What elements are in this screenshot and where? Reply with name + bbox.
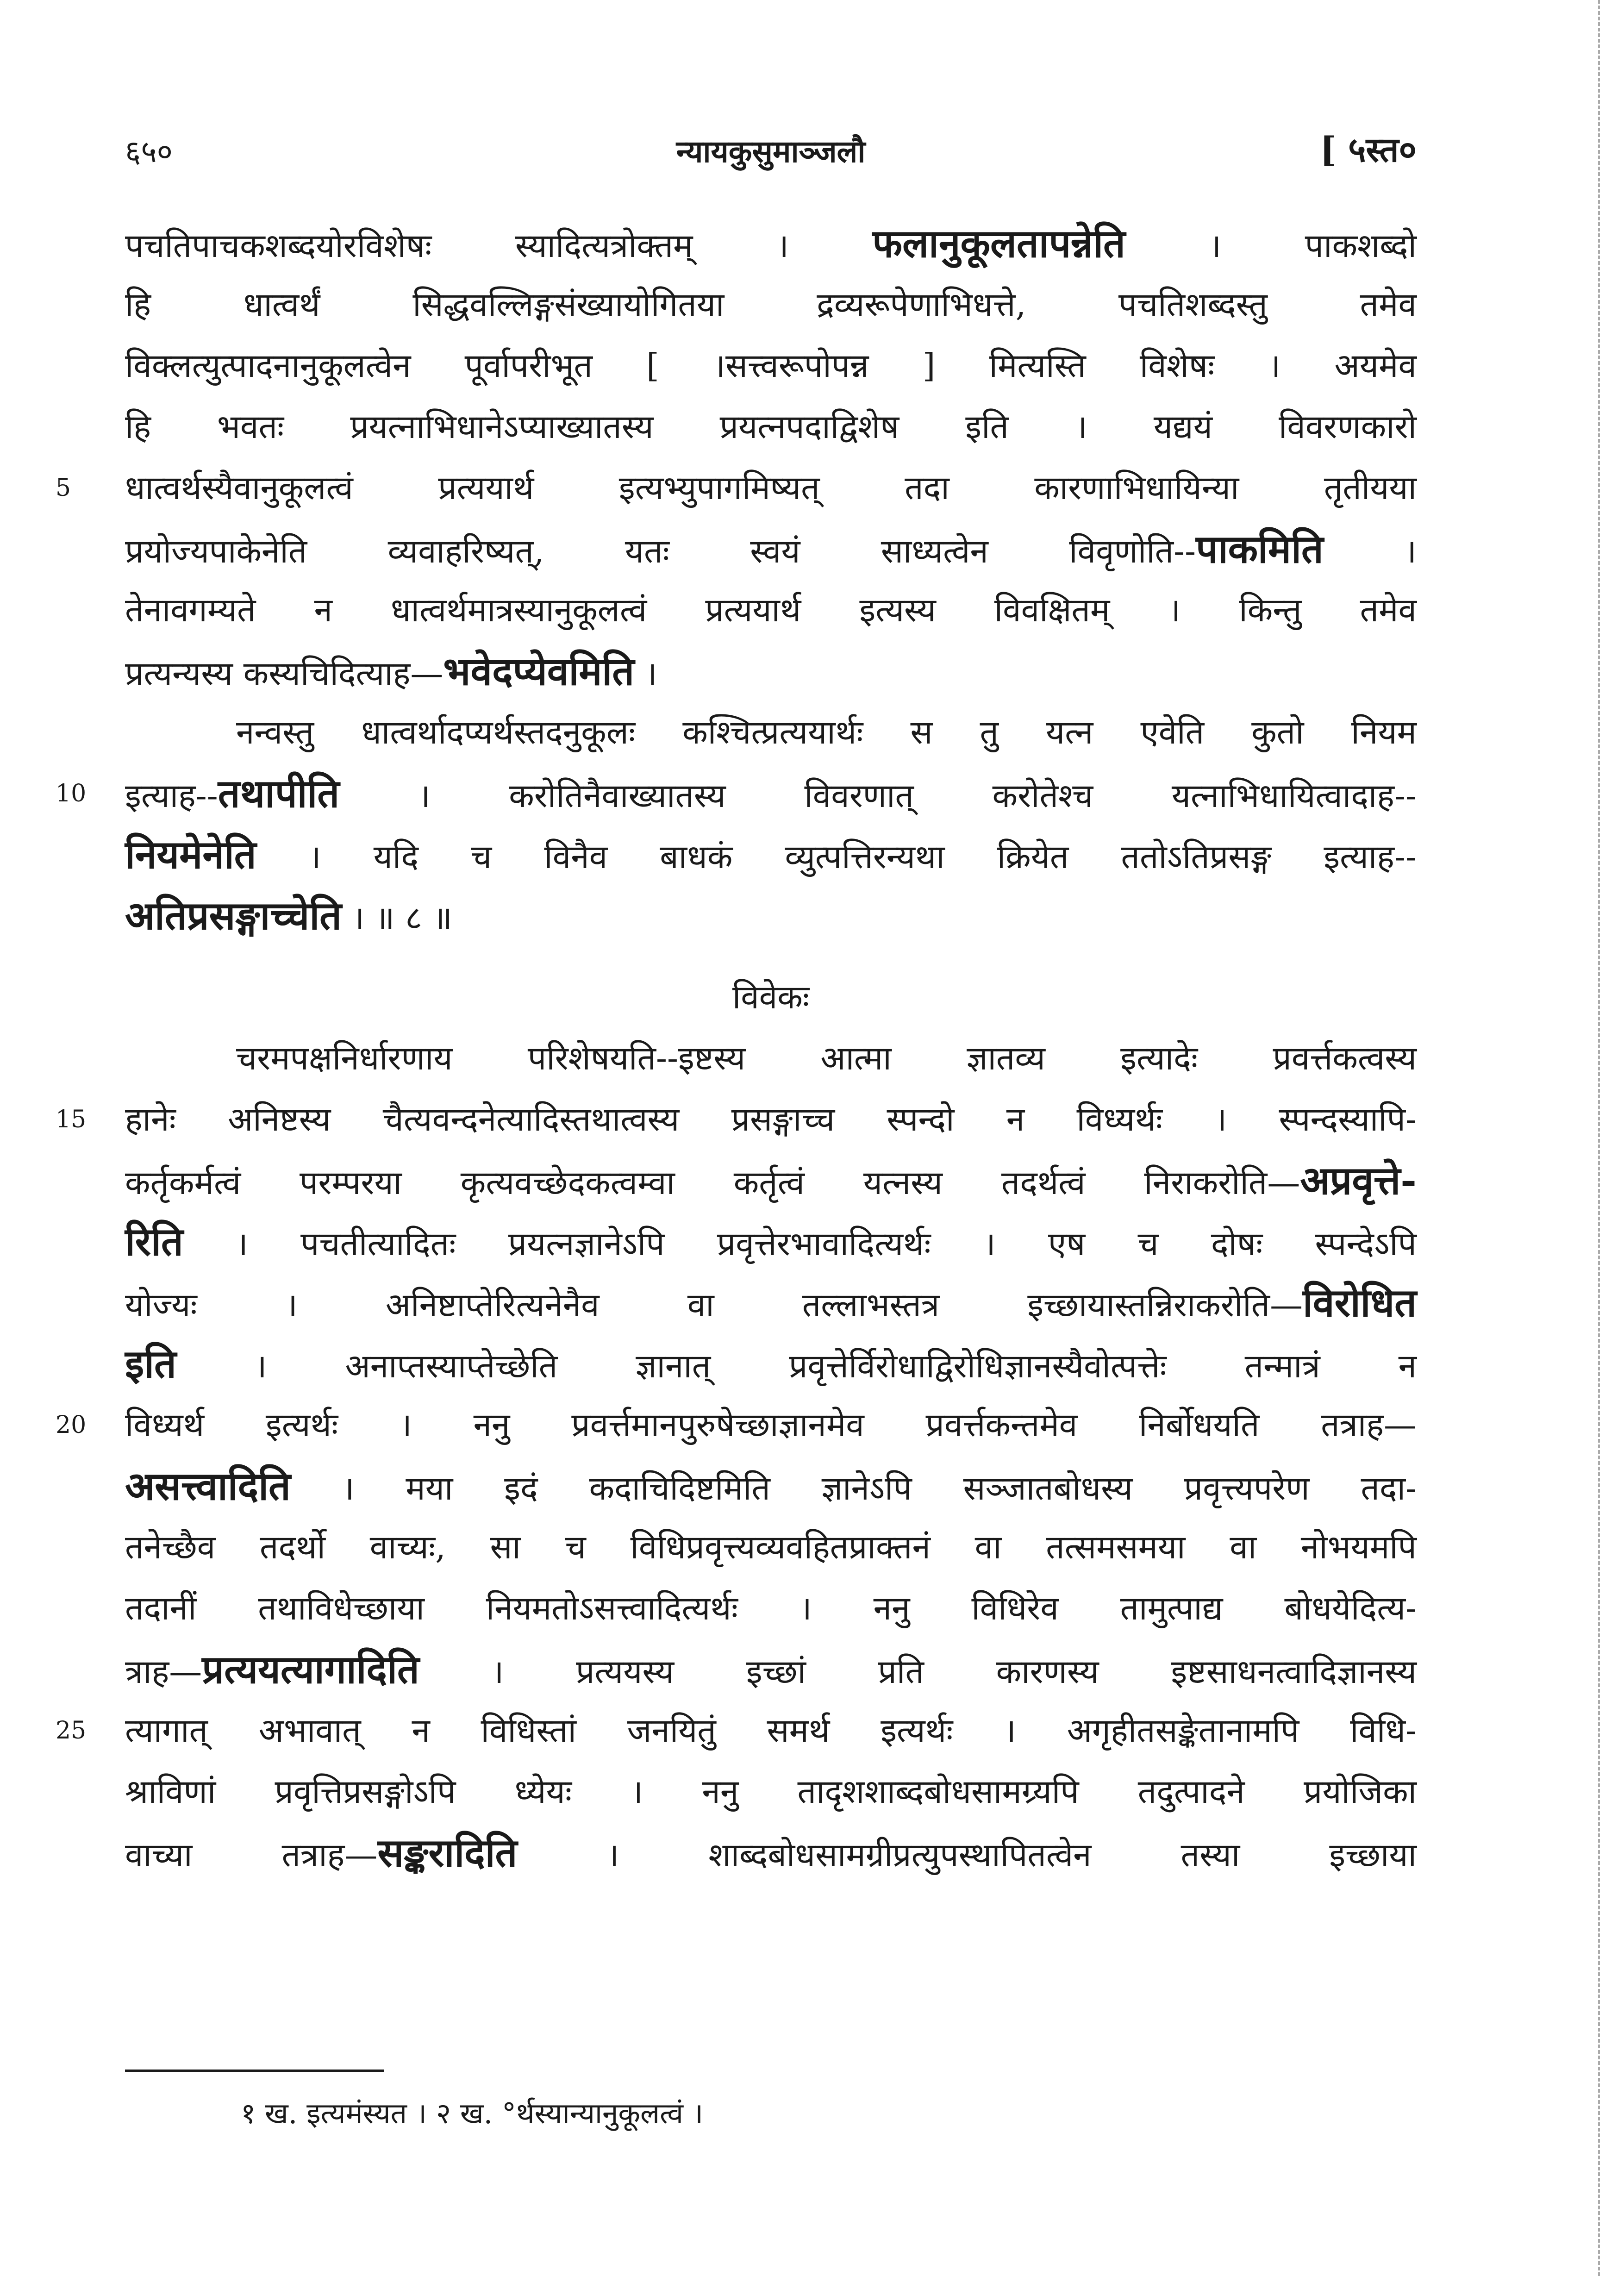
lemma-quote: अप्रवृत्ते- [1300, 1157, 1417, 1203]
text-segment: इत्याह-- [125, 776, 218, 815]
text-segment: प्रयोज्यपाकेनेति व्यवाहरिष्यत्, यतः स्वयं साध्यत्वेन विवृणोति-- [125, 532, 1196, 570]
text-segment: चरमपक्षनिर्धारणाय परिशेषयति--इष्टस्य आत्मा ज्ञातव्य इत्यादेः प्रवर्त्तकत्वस्य [236, 1039, 1417, 1077]
lemma-quote: पाकमिति [1196, 526, 1324, 572]
text-line [125, 641, 1417, 702]
text-segment: । [634, 654, 657, 693]
text-segment: । प्रत्ययस्य इच्छां प्रति कारणस्य इष्टसाधनत्वादिज्ञानस्य [419, 1652, 1417, 1691]
text-segment: प्रत्यन्यस्य कस्यचिदित्याह— [125, 654, 443, 693]
text-segment: । यदि च विनैव बाधकं व्युत्पत्तिरन्यथा क्रियेत ततोऽतिप्रसङ्ग इत्याह-- [256, 838, 1417, 876]
text-segment: । [1323, 532, 1417, 570]
text-segment: । ॥ ८ ॥ [341, 899, 453, 937]
scan-edge [1598, 0, 1605, 2276]
text-line [125, 580, 1417, 641]
text-line [125, 1517, 1417, 1578]
text-segment: विध्यर्थ इत्यर्थः । ननु प्रवर्त्तमानपुरुषेच्छाज्ञानमेव प्रवर्त्तकन्तमेव निर्बोधयति तत्राह— [125, 1406, 1417, 1444]
section-heading [125, 967, 1417, 1028]
text-segment: योज्यः । अनिष्टाप्तेरित्यनेनैव वा तल्लाभस्तत्र इच्छायास्तन्निराकरोति— [125, 1286, 1303, 1324]
line-number: 10 [56, 780, 87, 807]
lemma-quote: रिति [125, 1219, 183, 1264]
text-segment: नन्वस्तु धात्वर्थादप्यर्थस्तदनुकूलः कश्चित्प्रत्ययार्थः स तु यत्न एवेति कुतो नियम [236, 713, 1417, 751]
text-segment: कर्तृकर्मत्वं परम्परया कृत्यवच्छेदकत्वम्वा कर्तृत्वं यत्नस्य तदर्थत्वं निराकरोति— [125, 1163, 1300, 1202]
line-number: 5 [56, 474, 71, 502]
text-segment: । करोतिनैवाख्यातस्य विवरणात् करोतेश्च यत्नाभिधायित्वादाह-- [339, 776, 1417, 815]
text-segment: वाच्या तत्राह— [125, 1836, 378, 1874]
text-line [125, 335, 1417, 396]
text-segment: तेनावगम्यते न धात्वर्थमात्रस्यानुकूलत्वं प्रत्ययार्थ इत्यस्य विवक्षितम् । किन्तु तमेव [125, 591, 1417, 629]
text-line [125, 213, 1417, 274]
text-line [56, 457, 1417, 519]
text-segment: धात्वर्थस्यैवानुकूलत्वं प्रत्ययार्थ इत्यभ्युपागमिष्यत् तदा कारणाभिधायिन्या तृतीयया [125, 469, 1417, 507]
text-line [125, 1761, 1417, 1822]
text-segment: हि धात्वर्थं सिद्धवल्लिङ्गसंख्यायोगितया द्रव्यरूपेणाभिधत्ते, पचतिशब्दस्तु तमेव [125, 285, 1417, 324]
text-line [125, 1150, 1417, 1211]
text-segment: त्राह— [125, 1652, 202, 1691]
line-number: 15 [56, 1106, 87, 1133]
text-segment: तनेच्छैव तदर्थो वाच्यः, सा च विधिप्रवृत्त्यव्यवहितप्राक्तनं वा तत्समसमया वा नोभयमपि [125, 1528, 1417, 1566]
lemma-quote: विरोधित [1303, 1280, 1417, 1326]
line-number: 25 [56, 1717, 87, 1745]
line-number: 20 [56, 1411, 87, 1439]
running-title: न्यायकुसुमाञ्जलौ [676, 133, 866, 169]
text-line [125, 885, 1417, 946]
text-segment: श्राविणां प्रवृत्तिप्रसङ्गोऽपि ध्येयः । ननु तादृशशाब्दबोधसामग्र्यपि तदुत्पादने प्रयोजिका [125, 1772, 1417, 1811]
lemma-quote: तथापीति [218, 770, 340, 816]
text-segment: हानेः अनिष्टस्य चैत्यवन्दनेत्यादिस्तथात्वस्य प्रसङ्गाच्च स्पन्दो न विध्यर्थः । स्पन्दस्यापि- [125, 1100, 1417, 1138]
text-segment: । मया इदं कदाचिदिष्टमिति ज्ञानेऽपि सञ्जातबोधस्य प्रवृत्त्यपरेण तदा- [290, 1469, 1417, 1507]
text-line [125, 519, 1417, 580]
lemma-quote: सङ्करादिति [377, 1830, 518, 1876]
page-number: ६५० [125, 134, 173, 169]
text-segment: । पचतीत्यादितः प्रयत्नज्ञानेऽपि प्रवृत्तेरभावादित्यर्थः । एष च दोषः स्पन्देऽपि [183, 1225, 1417, 1263]
footnotes: १ ख. इत्यमंस्यत । २ ख. °र्थस्यान्यानुकूलत्वं । [241, 2096, 704, 2130]
commentary-text [56, 213, 1417, 1883]
text-line [125, 1639, 1417, 1700]
lemma-quote: अतिप्रसङ्गाच्चेति [125, 893, 342, 938]
page-header [125, 125, 1417, 176]
text-line [125, 702, 1417, 763]
text-line [125, 396, 1417, 457]
text-line [56, 1700, 1417, 1761]
footnote-rule [125, 2070, 384, 2072]
text-segment: हि भवतः प्रयत्नाभिधानेऽप्याख्यातस्य प्रयत्नपदाद्विशेष इति । यद्ययं विवरणकारो [125, 407, 1417, 446]
lemma-quote: असत्त्वादिति [125, 1463, 291, 1509]
text-line [125, 1578, 1417, 1639]
lemma-quote: फलानुकूलतापन्नेति [872, 220, 1125, 266]
text-line [56, 1089, 1417, 1150]
text-line [125, 1272, 1417, 1333]
text-line [125, 274, 1417, 335]
text-segment: विवेकः [732, 978, 810, 1016]
text-line [125, 1333, 1417, 1394]
text-segment: । अनाप्तस्याप्तेच्छेति ज्ञानात् प्रवृत्तेर्विरोधाद्विरोधिज्ञानस्यैवोत्पत्तेः तन्मात्रं न [176, 1347, 1417, 1385]
text-segment: विक्लत्युत्पादनानुकूलत्वेन पूर्वापरीभूत [ ।सत्त्वरूपोपन्न ] मित्यस्ति विशेषः । अयमेव [125, 346, 1417, 385]
text-segment: तदानीं तथाविधेच्छाया नियमतोऽसत्त्वादित्यर्थः । ननु विधिरेव तामुत्पाद्य बोधयेदित्य- [125, 1589, 1417, 1627]
text-line [125, 824, 1417, 885]
text-line [125, 1456, 1417, 1517]
lemma-quote: प्रत्ययत्यागादिति [202, 1646, 419, 1692]
section-marker: [ ५स्त० [1320, 130, 1417, 170]
text-segment: । शाब्दबोधसामग्रीप्रत्युपस्थापितत्वेन तस्या इच्छाया [517, 1836, 1417, 1874]
text-line [56, 1394, 1417, 1456]
lemma-quote: नियमेनेति [125, 832, 256, 877]
text-segment: । पाकशब्दो [1125, 226, 1417, 265]
text-line [125, 1028, 1417, 1089]
lemma-quote: इति [125, 1341, 176, 1387]
text-line [125, 1211, 1417, 1272]
text-segment: पचतिपाचकशब्दयोरविशेषः स्यादित्यत्रोक्तम् । [125, 226, 873, 265]
lemma-quote: भवेदप्येवमिति [443, 648, 635, 694]
text-segment: त्यागात् अभावात् न विधिस्तां जनयितुं समर्थ इत्यर्थः । अगृहीतसङ्केतानामपि विधि- [125, 1711, 1417, 1750]
text-line [56, 763, 1417, 824]
text-line [125, 1822, 1417, 1883]
